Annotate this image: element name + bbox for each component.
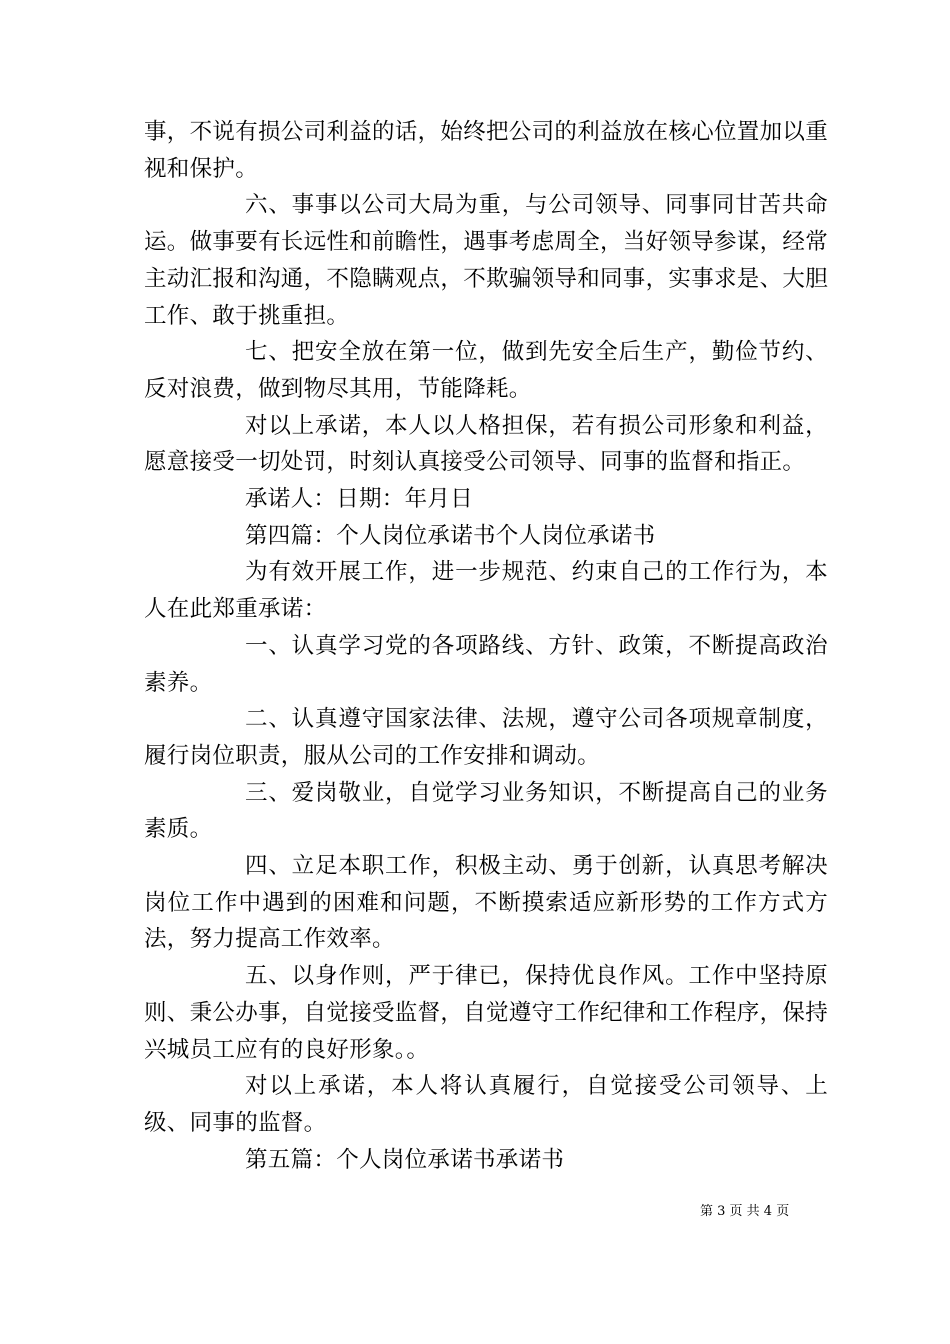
page-number-footer: 第 3 页 共 4 页: [700, 1204, 790, 1219]
paragraph-signature-line: 承诺人：日期：年月日: [245, 486, 474, 513]
paragraph-item-seven: 七、把安全放在第一位，做到先安全后生产，勤俭节约、反对浪费，做到物尽其用，节能降耗。: [144, 339, 828, 402]
paragraph-item-one: 一、认真学习党的各项路线、方针、政策，不断提高政治素养。: [144, 632, 828, 696]
paragraph-closing: 对以上承诺，本人将认真履行，自觉接受公司领导、上级、同事的监督。: [144, 1073, 828, 1136]
paragraph-continuation: 事，不说有损公司利益的话，始终把公司的利益放在核心位置加以重视和保护。: [144, 119, 829, 182]
paragraph-item-three: 三、爱岗敬业，自觉学习业务知识，不断提高自己的业务素质。: [144, 779, 828, 843]
section-heading-five: 第五篇：个人岗位承诺书承诺书: [245, 1146, 565, 1173]
paragraph-item-two: 二、认真遵守国家法律、法规，遵守公司各项规章制度，履行岗位职责，服从公司的工作安排和调动。: [144, 706, 828, 769]
paragraph-item-five: 五、以身作则，严于律已，保持优良作风。工作中坚持原则、秉公办事，自觉接受监督，自觉遵守工作纪律和工作程序，保持兴城员工应有的良好形象。。: [144, 963, 829, 1063]
document-body: [144, 114, 828, 1178]
paragraph-pledge-guarantee: 对以上承诺，本人以人格担保，若有损公司形象和利益，愿意接受一切处罚，时刻认真接受公司领导、同事的监督和指正。: [144, 412, 828, 476]
paragraph-intro: 为有效开展工作，进一步规范、约束自己的工作行为，本人在此郑重承诺：: [144, 559, 828, 623]
section-heading-four: 第四篇：个人岗位承诺书个人岗位承诺书: [245, 522, 656, 549]
paragraph-item-six: 六、事事以公司大局为重，与公司领导、同事同甘苦共命运。做事要有长远性和前瞻性，遇事考虑周全，当好领导参谋，经常主动汇报和沟通，不隐瞒观点，不欺骗领导和同事，实事求是、大胆工作、敢于挑重担。: [144, 192, 829, 329]
paragraph-item-four: 四、立足本职工作，积极主动、勇于创新，认真思考解决岗位工作中遇到的困难和问题，不断摸索适应新形势的工作方式方法，努力提高工作效率。: [144, 853, 828, 953]
